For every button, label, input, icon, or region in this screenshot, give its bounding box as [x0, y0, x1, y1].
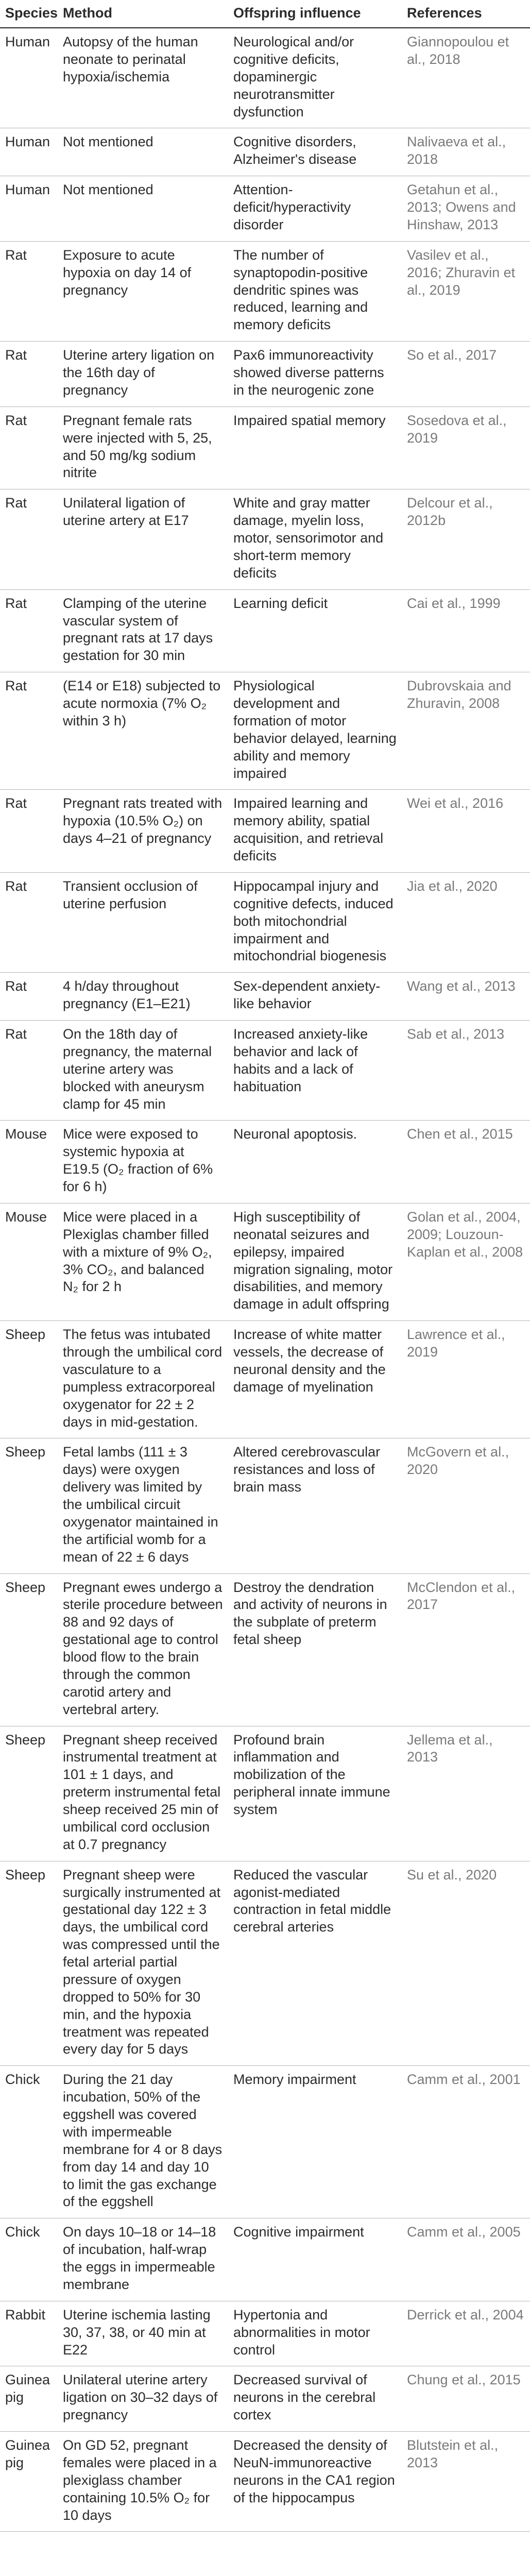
table-row — [0, 176, 530, 242]
cell-offspring-influence: High susceptibility of neonatal seizures and epilepsy, impaired migration signaling, motor disabilities, and memory damage in adult offspring — [228, 1203, 402, 1320]
cell-references: Dubrovskaia and Zhuravin, 2008 — [402, 672, 530, 790]
cell-offspring-influence: Reduced the vascular agonist-mediated contraction in fetal middle cerebral arteries — [228, 1861, 402, 2066]
cell-species: Sheep — [0, 1321, 58, 1438]
cell-species: Rat — [0, 1021, 58, 1121]
table-row — [0, 790, 530, 873]
cell-references: Vasilev et al., 2016; Zhuravin et al., 2019 — [402, 241, 530, 341]
cell-method: On the 18th day of pregnancy, the maternal uterine artery was blocked with aneurysm clamp for 45 min — [58, 1021, 228, 1121]
cell-offspring-influence: Profound brain inflammation and mobilization of the peripheral innate immune system — [228, 1726, 402, 1861]
cell-species: Rat — [0, 241, 58, 341]
table-row — [0, 1861, 530, 2066]
table-row — [0, 241, 530, 341]
table-row — [0, 1573, 530, 1726]
cell-references: Blutstein et al., 2013 — [402, 2432, 530, 2532]
cell-method: Uterine artery ligation on the 16th day of pregnancy — [58, 342, 228, 407]
cell-references: Delcour et al., 2012b — [402, 489, 530, 589]
table-header — [0, 0, 530, 28]
cell-offspring-influence: Increase of white matter vessels, the decrease of neuronal density and the damage of myelination — [228, 1321, 402, 1438]
cell-offspring-influence: Hypertonia and abnormalities in motor control — [228, 2301, 402, 2366]
table-row — [0, 1021, 530, 1121]
table-row — [0, 872, 530, 972]
cell-species: Rat — [0, 589, 58, 672]
table-row — [0, 2066, 530, 2218]
cell-species: Rat — [0, 342, 58, 407]
cell-references: Sab et al., 2013 — [402, 1021, 530, 1121]
cell-references: Su et al., 2020 — [402, 1861, 530, 2066]
cell-species: Rat — [0, 406, 58, 489]
cell-species: Chick — [0, 2066, 58, 2218]
cell-offspring-influence: Pax6 immunoreactivity showed diverse patterns in the neurogenic zone — [228, 342, 402, 407]
cell-references: Wang et al., 2013 — [402, 973, 530, 1021]
cell-method: Fetal lambs (111 ± 3 days) were oxygen delivery was limited by the umbilical circuit oxygenator maintained in the artificial womb for a mean of 22 ± 6 days — [58, 1438, 228, 1573]
cell-method: Not mentioned — [58, 176, 228, 242]
cell-offspring-influence: Attention-deficit/hyperactivity disorder — [228, 176, 402, 242]
table-row — [0, 672, 530, 790]
cell-offspring-influence: Destroy the dendration and activity of neurons in the subplate of preterm fetal sheep — [228, 1573, 402, 1726]
cell-species: Rat — [0, 872, 58, 972]
cell-species: Rabbit — [0, 2301, 58, 2366]
cell-references: Giannopoulou et al., 2018 — [402, 28, 530, 128]
cell-species: Rat — [0, 973, 58, 1021]
cell-method: Autopsy of the human neonate to perinatal hypoxia/ischemia — [58, 28, 228, 128]
cell-species: Sheep — [0, 1726, 58, 1861]
cell-method: Uterine ischemia lasting 30, 37, 38, or 40 min at E22 — [58, 2301, 228, 2366]
cell-method: Pregnant sheep were surgically instrumented at gestational day 122 ± 3 days, the umbilical cord was compressed until the fetal arterial partial pressure of oxygen dropped to 50% for 30 min, and the hypoxia treatment was repeated every day for 5 days — [58, 1861, 228, 2066]
cell-method: Pregnant rats treated with hypoxia (10.5% O₂) on days 4–21 of pregnancy — [58, 790, 228, 873]
cell-species: Rat — [0, 489, 58, 589]
cell-offspring-influence: Decreased survival of neurons in the cerebral cortex — [228, 2366, 402, 2432]
cell-references: Derrick et al., 2004 — [402, 2301, 530, 2366]
cell-references: Lawrence et al., 2019 — [402, 1321, 530, 1438]
cell-references: Cai et al., 1999 — [402, 589, 530, 672]
table-row — [0, 1121, 530, 1204]
cell-references: Sosedova et al., 2019 — [402, 406, 530, 489]
cell-offspring-influence: Sex-dependent anxiety-like behavior — [228, 973, 402, 1021]
cell-references: Wei et al., 2016 — [402, 790, 530, 873]
cell-offspring-influence: White and gray matter damage, myelin loss, motor, sensorimotor and short-term memory deficits — [228, 489, 402, 589]
cell-method: Not mentioned — [58, 128, 228, 176]
cell-offspring-influence: Cognitive impairment — [228, 2218, 402, 2301]
cell-offspring-influence: Increased anxiety-like behavior and lack of habits and a lack of habituation — [228, 1021, 402, 1121]
cell-offspring-influence: Physiological development and formation of motor behavior delayed, learning ability and memory impaired — [228, 672, 402, 790]
table-row — [0, 1438, 530, 1573]
cell-method: During the 21 day incubation, 50% of the eggshell was covered with impermeable membrane for 4 or 8 days from day 14 and day 10 to limit the gas exchange of the eggshell — [58, 2066, 228, 2218]
header-references: References — [402, 0, 530, 28]
cell-species: Human — [0, 176, 58, 242]
cell-method: On GD 52, pregnant females were placed in a plexiglass chamber containing 10.5% O₂ for 10 days — [58, 2432, 228, 2532]
table-row — [0, 2301, 530, 2366]
cell-references: Golan et al., 2004, 2009; Louzoun-Kaplan et al., 2008 — [402, 1203, 530, 1320]
cell-offspring-influence: The number of synaptopodin-positive dendritic spines was reduced, learning and memory deficits — [228, 241, 402, 341]
cell-method: Pregnant ewes undergo a sterile procedure between 88 and 92 days of gestational age to control blood flow to the brain through the common carotid artery and vertebral artery. — [58, 1573, 228, 1726]
cell-method: Unilateral uterine artery ligation on 30–32 days of pregnancy — [58, 2366, 228, 2432]
table-row — [0, 342, 530, 407]
table-row — [0, 128, 530, 176]
cell-references: Chung et al., 2015 — [402, 2366, 530, 2432]
cell-offspring-influence: Cognitive disorders, Alzheimer's disease — [228, 128, 402, 176]
cell-species: Mouse — [0, 1121, 58, 1204]
table-row — [0, 1203, 530, 1320]
header-row — [0, 0, 530, 28]
cell-method: Exposure to acute hypoxia on day 14 of pregnancy — [58, 241, 228, 341]
cell-offspring-influence: Neurological and/or cognitive deficits, dopaminergic neurotransmitter dysfunction — [228, 28, 402, 128]
table-body — [0, 28, 530, 2532]
cell-species: Sheep — [0, 1573, 58, 1726]
table-row — [0, 2218, 530, 2301]
cell-references: Chen et al., 2015 — [402, 1121, 530, 1204]
cell-species: Human — [0, 28, 58, 128]
cell-method: 4 h/day throughout pregnancy (E1–E21) — [58, 973, 228, 1021]
cell-offspring-influence: Altered cerebrovascular resistances and loss of brain mass — [228, 1438, 402, 1573]
cell-species: Mouse — [0, 1203, 58, 1320]
cell-method: On days 10–18 or 14–18 of incubation, half-wrap the eggs in impermeable membrane — [58, 2218, 228, 2301]
table-row — [0, 1726, 530, 1861]
cell-method: Pregnant sheep received instrumental treatment at 101 ± 1 days, and preterm instrumental fetal sheep received 25 min of umbilical cord occlusion at 0.7 pregnancy — [58, 1726, 228, 1861]
cell-offspring-influence: Impaired learning and memory ability, spatial acquisition, and retrieval deficits — [228, 790, 402, 873]
cell-species: Sheep — [0, 1861, 58, 2066]
table-row — [0, 2366, 530, 2432]
cell-method: Pregnant female rats were injected with 5, 25, and 50 mg/kg sodium nitrite — [58, 406, 228, 489]
cell-offspring-influence: Learning deficit — [228, 589, 402, 672]
cell-references: Getahun et al., 2013; Owens and Hinshaw, 2013 — [402, 176, 530, 242]
header-offspring-influence: Offspring influence — [228, 0, 402, 28]
cell-method: Transient occlusion of uterine perfusion — [58, 872, 228, 972]
cell-species: Guinea pig — [0, 2366, 58, 2432]
cell-species: Rat — [0, 672, 58, 790]
cell-species: Sheep — [0, 1438, 58, 1573]
cell-references: McGovern et al., 2020 — [402, 1438, 530, 1573]
cell-method: Clamping of the uterine vascular system of pregnant rats at 17 days gestation for 30 min — [58, 589, 228, 672]
table-row — [0, 2432, 530, 2532]
cell-method: Mice were exposed to systemic hypoxia at E19.5 (O₂ fraction of 6% for 6 h) — [58, 1121, 228, 1204]
cell-species: Human — [0, 128, 58, 176]
cell-species: Rat — [0, 790, 58, 873]
cell-references: Jia et al., 2020 — [402, 872, 530, 972]
cell-method: Mice were placed in a Plexiglas chamber filled with a mixture of 9% O₂, 3% CO₂, and balanced N₂ for 2 h — [58, 1203, 228, 1320]
cell-references: McClendon et al., 2017 — [402, 1573, 530, 1726]
cell-offspring-influence: Decreased the density of NeuN-immunoreactive neurons in the CA1 region of the hippocampus — [228, 2432, 402, 2532]
cell-species: Chick — [0, 2218, 58, 2301]
cell-offspring-influence: Neuronal apoptosis. — [228, 1121, 402, 1204]
cell-species: Guinea pig — [0, 2432, 58, 2532]
cell-offspring-influence: Hippocampal injury and cognitive defects, induced both mitochondrial impairment and mitochondrial biogenesis — [228, 872, 402, 972]
cell-method: (E14 or E18) subjected to acute normoxia (7% O₂ within 3 h) — [58, 672, 228, 790]
table-row — [0, 489, 530, 589]
cell-references: Camm et al., 2001 — [402, 2066, 530, 2218]
table-row — [0, 406, 530, 489]
header-species: Species — [0, 0, 58, 28]
cell-offspring-influence: Impaired spatial memory — [228, 406, 402, 489]
cell-references: Nalivaeva et al., 2018 — [402, 128, 530, 176]
cell-references: Camm et al., 2005 — [402, 2218, 530, 2301]
table-row — [0, 1321, 530, 1438]
header-method: Method — [58, 0, 228, 28]
cell-references: Jellema et al., 2013 — [402, 1726, 530, 1861]
table-row — [0, 589, 530, 672]
table-row — [0, 28, 530, 128]
cell-method: Unilateral ligation of uterine artery at E17 — [58, 489, 228, 589]
cell-method: The fetus was intubated through the umbilical cord vasculature to a pumpless extracorporeal oxygenator for 22 ± 2 days in mid-gestation. — [58, 1321, 228, 1438]
cell-references: So et al., 2017 — [402, 342, 530, 407]
cell-offspring-influence: Memory impairment — [228, 2066, 402, 2218]
table-row — [0, 973, 530, 1021]
